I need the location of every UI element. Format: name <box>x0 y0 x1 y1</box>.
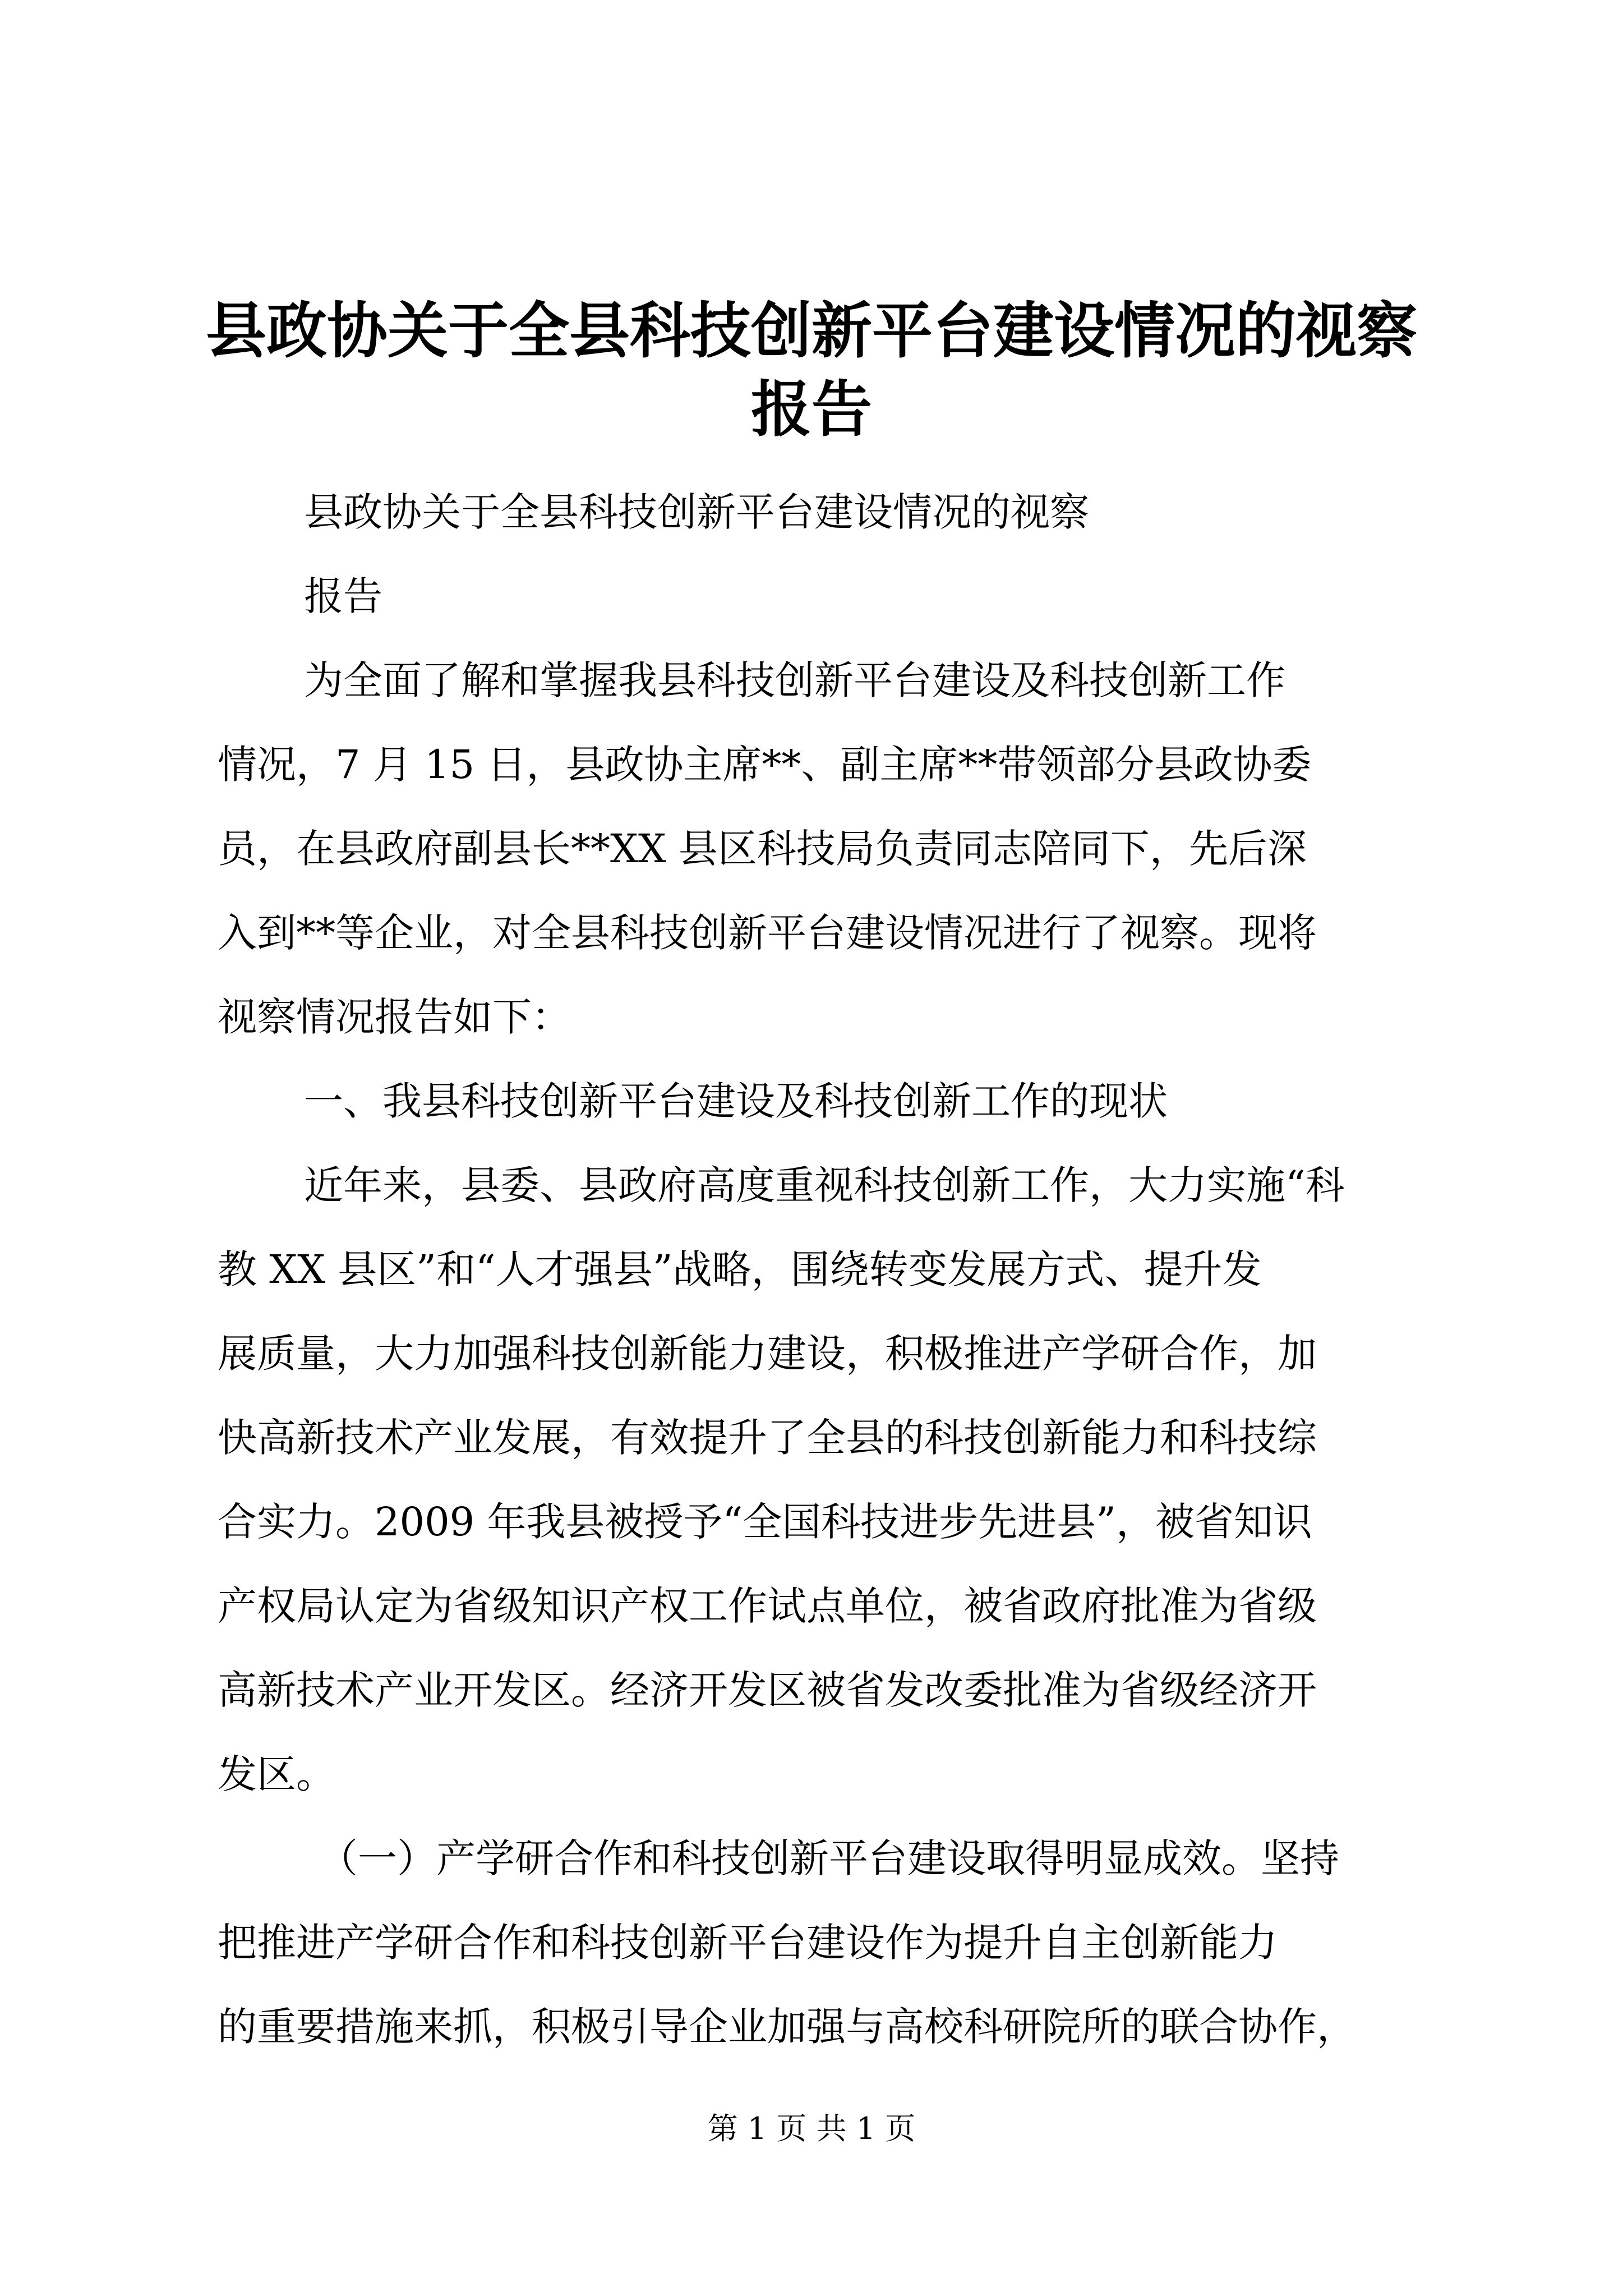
body-line-4: 情况，7 月 15 日，县政协主席**、副主席**带领部分县政协委 <box>218 742 1312 788</box>
body-line-12: 快高新技术产业发展，有效提升了全县的科技创新能力和科技综 <box>218 1415 1317 1461</box>
body-line-1: 县政协关于全县科技创新平台建设情况的视察 <box>304 489 1089 535</box>
body-line-15: 高新技术产业开发区。经济开发区被省发改委批准为省级经济开 <box>218 1667 1317 1713</box>
body-line-7: 视察情况报告如下： <box>218 994 571 1040</box>
body-line-5: 员，在县政府副县长**XX 县区科技局负责同志陪同下，先后深 <box>218 826 1307 872</box>
body-line-3: 为全面了解和掌握我县科技创新平台建设及科技创新工作 <box>304 657 1285 703</box>
document-title-line-2: 报告 <box>750 374 872 445</box>
subsection-line-1: （一）产学研合作和科技创新平台建设取得明显成效。坚持 <box>319 1835 1339 1881</box>
body-line-2: 报告 <box>304 573 382 619</box>
body-line-10: 教 XX 县区”和“人才强县”战略，围绕转变发展方式、提升发 <box>218 1246 1262 1292</box>
body-line-19: 的重要措施来抓，积极引导企业加强与高校科研院所的联合协作， <box>218 2004 1356 2050</box>
body-line-9: 近年来，县委、县政府高度重视科技创新工作，大力实施“科 <box>304 1162 1345 1208</box>
document-title-line-1: 县政协关于全县科技创新平台建设情况的视察 <box>205 296 1417 366</box>
body-line-6: 入到**等企业，对全县科技创新平台建设情况进行了视察。现将 <box>218 910 1317 956</box>
body-line-18: 把推进产学研合作和科技创新平台建设作为提升自主创新能力 <box>218 1920 1278 1966</box>
body-line-11: 展质量，大力加强科技创新能力建设，积极推进产学研合作，加 <box>218 1331 1317 1377</box>
document-body <box>218 470 1407 2069</box>
body-line-14: 产权局认定为省级知识产权工作试点单位，被省政府批准为省级 <box>218 1583 1317 1629</box>
body-line-13: 合实力。2009 年我县被授予“全国科技进步先进县”，被省知识 <box>218 1499 1312 1545</box>
section-heading: 一、我县科技创新平台建设及科技创新工作的现状 <box>304 1078 1168 1124</box>
page-footer: 第 1 页 共 1 页 <box>707 2111 916 2146</box>
body-line-16: 发区。 <box>218 1751 335 1797</box>
